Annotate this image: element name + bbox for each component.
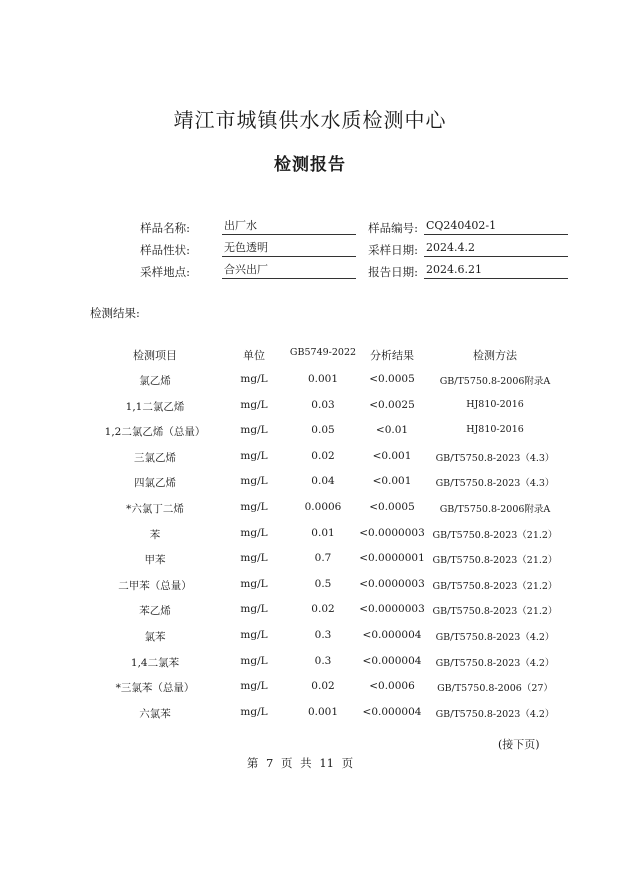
header-method: 检测方法 <box>473 349 517 362</box>
cell-item: 苯 <box>149 528 161 541</box>
cell-item: *六氯丁二烯 <box>126 503 184 515</box>
cell-standard: 0.01 <box>311 526 335 539</box>
sample-property-value: 无色透明 <box>222 240 356 257</box>
page-number: 第 7 页 共 11 页 <box>246 756 354 770</box>
cell-standard: 0.7 <box>314 552 332 565</box>
cell-item: 四氯乙烯 <box>134 477 176 490</box>
cell-method: GB/T5750.8-2023（4.2） <box>435 657 555 669</box>
cell-method: GB/T5750.8-2006附录A <box>439 376 551 387</box>
cell-method: GB/T5750.8-2023（21.2） <box>432 580 558 592</box>
cell-unit: mg/L <box>240 424 268 437</box>
cell-standard: 0.02 <box>311 603 335 616</box>
sample-code-value: CQ240402-1 <box>424 218 568 235</box>
sample-property-label: 样品性状: <box>140 243 190 257</box>
cell-standard: 0.04 <box>311 475 335 488</box>
cell-unit: mg/L <box>240 705 268 718</box>
cell-item: 甲苯 <box>144 554 166 567</box>
cell-unit: mg/L <box>240 475 268 488</box>
cell-item: 1,4二氯苯 <box>130 656 180 669</box>
sample-name-value: 出厂水 <box>222 218 356 235</box>
cell-method: GB/T5750.8-2006（27） <box>437 683 553 695</box>
cell-method: GB/T5750.8-2023（4.3） <box>435 452 555 464</box>
continued-note: (接下页) <box>498 738 540 751</box>
sampling-location-value: 合兴出厂 <box>222 262 356 279</box>
cell-unit: mg/L <box>240 577 268 590</box>
cell-unit: mg/L <box>240 629 268 641</box>
cell-standard: 0.0006 <box>304 501 342 513</box>
sample-code-label: 样品编号: <box>368 221 418 235</box>
cell-method: GB/T5750.8-2023（4.3） <box>435 478 555 490</box>
cell-standard: 0.02 <box>311 680 335 693</box>
cell-unit: mg/L <box>240 603 268 616</box>
cell-method: GB/T5750.8-2023（21.2） <box>432 529 558 541</box>
cell-item: 三氯乙烯 <box>134 451 176 464</box>
cell-method: GB/T5750.8-2023（21.2） <box>432 606 558 618</box>
cell-standard: 0.3 <box>314 629 332 641</box>
cell-standard: 0.001 <box>307 373 339 385</box>
report-date-value: 2024.6.21 <box>424 262 568 279</box>
cell-result: <0.0005 <box>369 373 415 385</box>
cell-result: <0.0000001 <box>359 552 425 565</box>
sampling-location-label: 采样地点: <box>140 265 190 279</box>
cell-standard: 0.001 <box>307 705 339 718</box>
cell-unit: mg/L <box>240 501 268 513</box>
cell-result: <0.001 <box>372 449 412 462</box>
cell-standard: 0.03 <box>311 398 335 411</box>
cell-unit: mg/L <box>240 449 268 462</box>
cell-result: <0.001 <box>372 475 412 488</box>
cell-result: <0.0000003 <box>359 526 425 539</box>
cell-method: GB/T5750.8-2023（4.2） <box>435 708 555 720</box>
cell-result: <0.0000003 <box>359 603 425 616</box>
cell-method: HJ810-2016 <box>466 398 524 410</box>
cell-unit: mg/L <box>240 654 268 667</box>
cell-item: 二甲苯（总量） <box>118 579 192 592</box>
cell-result: <0.0006 <box>369 680 415 693</box>
cell-item: *三氯苯（总量） <box>115 682 195 695</box>
cell-method: GB/T5750.8-2023（4.2） <box>435 632 555 643</box>
cell-item: 1,2二氯乙烯（总量） <box>104 426 206 439</box>
cell-item: 六氯苯 <box>139 707 171 720</box>
report-date-label: 报告日期: <box>368 265 418 279</box>
cell-result: <0.0000003 <box>359 577 425 590</box>
cell-unit: mg/L <box>240 680 268 693</box>
cell-standard: 0.02 <box>311 449 335 462</box>
cell-item: 氯苯 <box>144 631 166 643</box>
cell-result: <0.01 <box>375 424 409 437</box>
cell-unit: mg/L <box>240 526 268 539</box>
cell-result: <0.0025 <box>369 398 415 411</box>
cell-result: <0.000004 <box>362 629 422 641</box>
cell-unit: mg/L <box>240 398 268 411</box>
cell-unit: mg/L <box>240 373 268 385</box>
cell-method: HJ810-2016 <box>466 424 524 436</box>
header-item: 检测项目 <box>133 349 177 362</box>
cell-standard: 0.3 <box>314 654 332 667</box>
organization-title: 靖江市城镇供水水质检测中心 <box>173 108 447 132</box>
cell-result: <0.000004 <box>362 705 422 718</box>
sample-name-label: 样品名称: <box>140 221 190 235</box>
cell-unit: mg/L <box>240 552 268 565</box>
results-label: 检测结果: <box>90 306 140 320</box>
cell-standard: 0.5 <box>314 577 332 590</box>
cell-standard: 0.05 <box>311 424 335 437</box>
cell-method: GB/T5750.8-2023（21.2） <box>432 555 558 567</box>
cell-item: 1,1二氯乙烯 <box>125 400 185 413</box>
sampling-date-label: 采样日期: <box>368 243 418 257</box>
cell-result: <0.000004 <box>362 654 422 667</box>
sampling-date-value: 2024.4.2 <box>424 240 568 257</box>
report-title: 检测报告 <box>274 155 346 175</box>
header-standard: GB5749-2022 <box>289 347 357 358</box>
header-result: 分析结果 <box>370 349 414 362</box>
cell-method: GB/T5750.8-2006附录A <box>439 504 551 515</box>
cell-result: <0.0005 <box>369 501 415 513</box>
cell-item: 苯乙烯 <box>139 605 171 618</box>
cell-item: 氯乙烯 <box>139 375 171 387</box>
header-unit: 单位 <box>243 349 265 362</box>
